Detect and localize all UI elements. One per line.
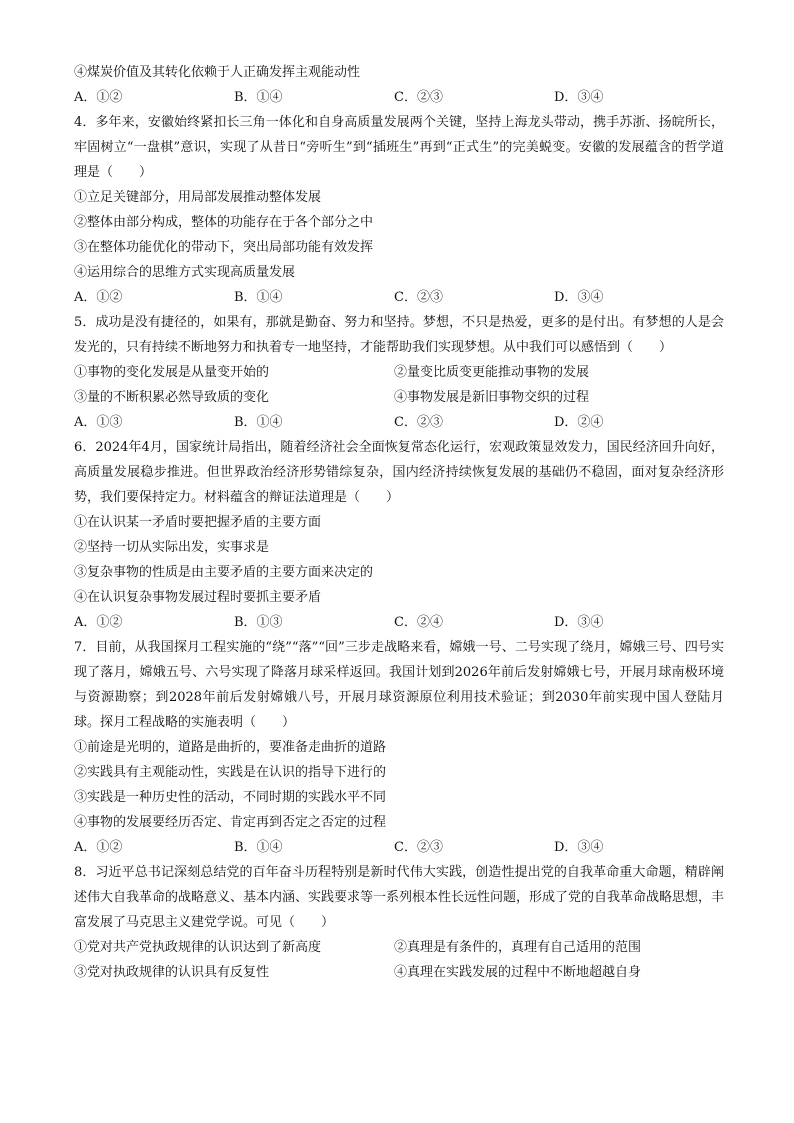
item-1: ①党对共产党执政规律的认识达到了新高度 xyxy=(74,940,322,955)
items-row xyxy=(74,385,724,410)
option-b: B．①③ xyxy=(234,615,283,630)
item-1: ①立足关键部分，用局部发展推动整体发展 xyxy=(74,190,322,205)
question-stem: 8．习近平总书记深刻总结党的百年奋斗历程特别是新时代伟大实践，创造性提出党的自我革命重大命题，精辟阐述伟大自我革命的战略意义、基本内涵、实践要求等一系列根本性长远性问题，形成了党的自我革命战略思想，丰富发展了马克思主义建党学说。可见（ ） xyxy=(74,865,725,930)
item-2: ②实践具有主观能动性，实践是在认识的指导下进行的 xyxy=(74,765,387,780)
option-d: D．③④ xyxy=(554,840,604,855)
option-b: B．①④ xyxy=(234,415,283,430)
option-b: B．①④ xyxy=(234,840,283,855)
question-stem: 6．2024年4月，国家统计局指出，随着经济社会全面恢复常态化运行，宏观政策显效发力，国民经济回升向好，高质量发展稳步推进。但世界政治经济形势错综复杂，国内经济持续恢复发展的基础仍不稳固，面对复杂经济形势，我们要保持定力。材料蕴含的辩证法道理是（ ） xyxy=(74,440,724,505)
option-b: B．①④ xyxy=(234,90,283,105)
item-1: ①事物的变化发展是从量变开始的 xyxy=(74,365,270,380)
option-d: D．③④ xyxy=(554,290,604,305)
item-2: ②量变比质变更能推动事物的发展 xyxy=(394,365,590,380)
items-row xyxy=(74,360,724,385)
item-4: ④运用综合的思维方式实现高质量发展 xyxy=(74,265,296,280)
option-c: C．②③ xyxy=(394,90,443,105)
item-1: ①前途是光明的，道路是曲折的，要准备走曲折的道路 xyxy=(74,740,387,755)
item-2: ②真理是有条件的，真理有自己适用的范围 xyxy=(394,940,642,955)
question-5 xyxy=(74,310,724,435)
option-c: C．②③ xyxy=(394,840,443,855)
answer-options xyxy=(74,285,724,310)
option-d: D．③④ xyxy=(554,615,604,630)
option-a: A．①② xyxy=(74,615,123,630)
option-a: A．①② xyxy=(74,90,123,105)
item-2: ②坚持一切从实际出发，实事求是 xyxy=(74,540,270,555)
option-a: A．①③ xyxy=(74,415,123,430)
item-4: ④煤炭价值及其转化依赖于人正确发挥主观能动性 xyxy=(74,65,361,80)
question-8 xyxy=(74,860,724,985)
answer-options xyxy=(74,410,724,435)
items-row xyxy=(74,935,724,960)
option-b: B．①④ xyxy=(234,290,283,305)
option-a: A．①② xyxy=(74,290,123,305)
item-3: ③党对执政规律的认识具有反复性 xyxy=(74,965,270,980)
previous-question-tail xyxy=(74,60,724,110)
item-4: ④事物发展是新旧事物交织的过程 xyxy=(394,390,590,405)
option-a: A．①② xyxy=(74,840,123,855)
answer-options xyxy=(74,610,724,635)
question-4 xyxy=(74,110,724,310)
option-d: D．③④ xyxy=(554,90,604,105)
item-3: ③量的不断积累必然导致质的变化 xyxy=(74,390,270,405)
question-stem: 5．成功是没有捷径的，如果有，那就是勤奋、努力和坚持。梦想，不只是热爱，更多的是付出。有梦想的人是会发光的，只有持续不断地努力和执着专一地坚持，才能帮助我们实现梦想。从中我们可以感悟到（ ） xyxy=(74,315,724,355)
question-6 xyxy=(74,435,724,635)
item-3: ③实践是一种历史性的活动，不同时期的实践水平不同 xyxy=(74,790,387,805)
answer-options xyxy=(74,835,724,860)
option-d: D．②④ xyxy=(554,415,604,430)
option-c: C．②③ xyxy=(394,290,443,305)
answer-options xyxy=(74,85,724,110)
item-3: ③复杂事物的性质是由主要矛盾的主要方面来决定的 xyxy=(74,565,374,580)
item-4: ④真理在实践发展的过程中不断地超越自身 xyxy=(394,965,642,980)
question-stem: 4．多年来，安徽始终紧扣长三角一体化和自身高质量发展两个关键，坚持上海龙头带动，携手苏浙、扬皖所长，牢固树立“一盘棋”意识，实现了从昔日“旁听生”到“插班生”再到“正式生”的完美蜕变。安徽的发展蕴含的哲学道理是（ ） xyxy=(74,115,724,180)
items-row xyxy=(74,960,724,985)
question-7 xyxy=(74,635,724,860)
item-4: ④在认识复杂事物发展过程时要抓主要矛盾 xyxy=(74,590,322,605)
item-4: ④事物的发展要经历否定、肯定再到否定之否定的过程 xyxy=(74,815,387,830)
exam-page xyxy=(74,60,724,985)
item-2: ②整体由部分构成，整体的功能存在于各个部分之中 xyxy=(74,215,374,230)
item-1: ①在认识某一矛盾时要把握矛盾的主要方面 xyxy=(74,515,322,530)
option-c: C．②④ xyxy=(394,615,443,630)
question-stem: 7．目前，从我国探月工程实施的“绕”“落”“回”三步走战略来看，嫦娥一号、二号实现了绕月，嫦娥三号、四号实现了落月，嫦娥五号、六号实现了降落月球采样返回。我国计划到2026年前后发射嫦娥七号，开展月球南极环境与资源勘察；到2028年前后发射嫦娥八号，开展月球资源原位利用技术验证；到2030年前实现中国人登陆月球。探月工程战略的实施表明（ ） xyxy=(74,640,724,730)
item-3: ③在整体功能优化的带动下，突出局部功能有效发挥 xyxy=(74,240,374,255)
option-c: C．②③ xyxy=(394,415,443,430)
